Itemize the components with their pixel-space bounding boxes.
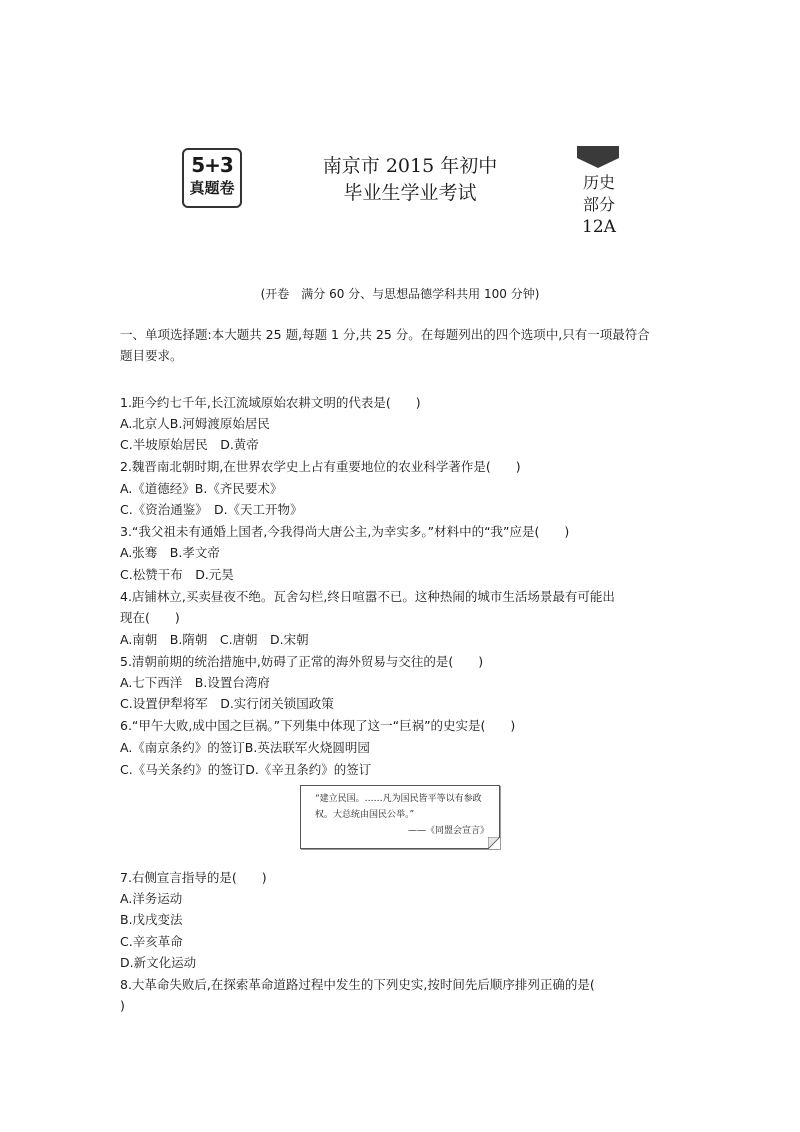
- q1-options-cd: C.半坡原始居民 D.黄帝: [120, 437, 259, 452]
- q5-options-ab: A.七下西洋 B.设置台湾府: [120, 675, 270, 690]
- q4-options: A.南朝 B.隋朝 C.唐朝 D.宋朝: [120, 632, 309, 647]
- title-line-2: 毕业生学业考试: [343, 182, 477, 204]
- exam-title: [300, 153, 520, 207]
- q4-stem-2: 现在( ): [120, 610, 180, 625]
- subject-label: [572, 172, 626, 238]
- q5-stem: 5.清朝前期的统治措施中,妨碍了正常的海外贸易与交往的是( ): [120, 654, 484, 669]
- subject-banner-icon: [577, 146, 619, 168]
- section-instruction-2: 题目要求。: [120, 348, 183, 363]
- q8-stem-2: ): [120, 998, 125, 1013]
- q7-option-a: A.洋务运动: [120, 891, 183, 906]
- subject-line-2: 部分: [582, 195, 615, 214]
- quote-line-2: 权。大总统由国民公举。”: [315, 810, 415, 820]
- q6-options-ab: A.《南京条约》的签订B.英法联军火烧圆明园: [120, 740, 370, 755]
- q4-stem-1: 4.店铺林立,买卖昼夜不绝。瓦舍勾栏,终日喧嚣不已。这种热闹的城市生活场景最有可能出: [120, 589, 615, 604]
- q2-options-cd: C.《资治通鉴》 D.《天工开物》: [120, 502, 303, 517]
- q7-option-c: C.辛亥革命: [120, 934, 183, 949]
- q8-stem-1: 8.大革命失败后,在探索革命道路过程中发生的下列史实,按时间先后顺序排列正确的是(: [120, 977, 595, 992]
- logo-number: 5+3: [191, 153, 233, 177]
- logo-text: 真题卷: [189, 179, 235, 197]
- q6-options-cd: C.《马关条约》的签订D.《辛丑条约》的签订: [120, 762, 372, 777]
- section-instruction-1: 一、单项选择题:本大题共 25 题,每题 1 分,共 25 分。在每题列出的四个选项中,只有一项最符合: [120, 327, 650, 342]
- q2-stem: 2.魏晋南北朝时期,在世界农学史上占有重要地位的农业科学著作是( ): [120, 459, 521, 474]
- q7-option-d: D.新文化运动: [120, 955, 197, 970]
- quote-line-1: “建立民国。……凡为国民皆平等以有参政: [315, 794, 482, 804]
- quote-source: ——《同盟会宣言》: [407, 826, 489, 836]
- q3-options-ab: A.张骞 B.孝文帝: [120, 545, 220, 560]
- q7-option-b: B.戊戌变法: [120, 912, 183, 927]
- q5-options-cd: C.设置伊犁将军 D.实行闭关锁国政策: [120, 696, 334, 711]
- exam-note: (开卷 满分 60 分、与思想品德学科共用 100 分钟): [260, 287, 540, 301]
- brand-logo: [182, 148, 242, 208]
- manifesto-quote-card: [300, 785, 500, 849]
- q1-options-ab: A.北京人B.河姆渡原始居民: [120, 416, 270, 431]
- subject-line-1: 历史: [582, 173, 615, 192]
- title-line-1: 南京市 2015 年初中: [322, 155, 498, 177]
- q7-stem: 7.右侧宣言指导的是( ): [120, 870, 267, 885]
- q6-stem: 6.“甲午大败,成中国之巨祸。”下列集中体现了这一“巨祸”的史实是( ): [120, 718, 516, 733]
- q1-stem: 1.距今约七千年,长江流域原始农耕文明的代表是( ): [120, 395, 421, 410]
- subject-code: 12A: [582, 217, 616, 237]
- q2-options-ab: A.《道德经》B.《齐民要术》: [120, 481, 283, 496]
- q3-stem: 3.“我父祖未有通婚上国者,今我得尚大唐公主,为幸实多。”材料中的“我”应是( ): [120, 524, 570, 539]
- page-fold-icon: [488, 837, 500, 849]
- q3-options-cd: C.松赞干布 D.元昊: [120, 567, 234, 582]
